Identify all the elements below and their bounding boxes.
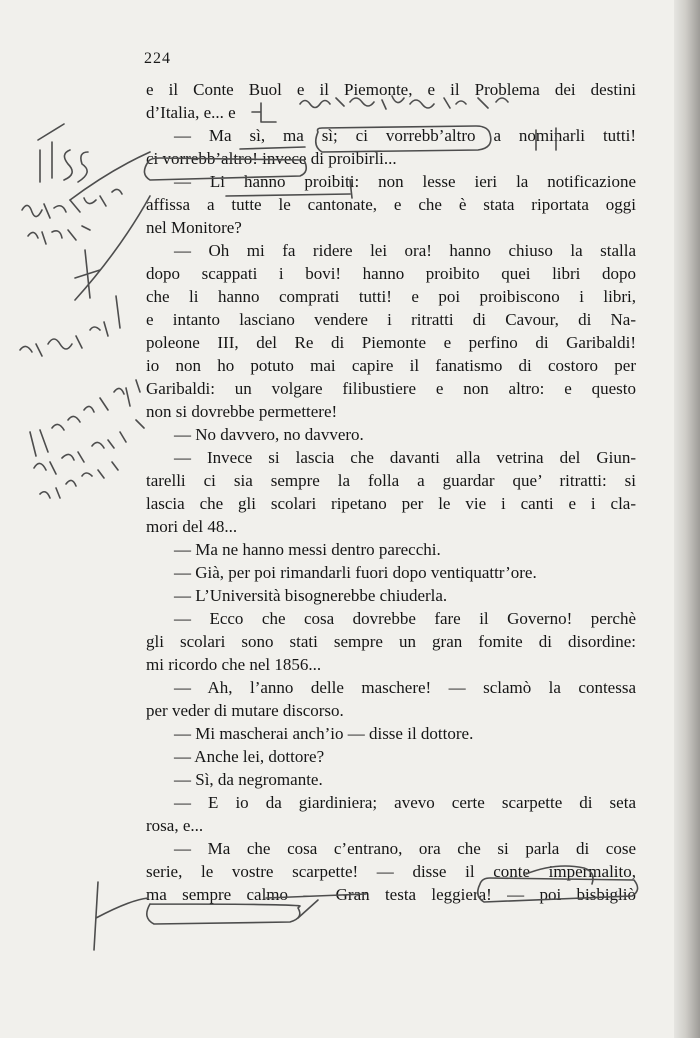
text-line: — Sì, da negromante. (174, 770, 323, 789)
text-line: per veder di mutare discorso. (146, 701, 344, 720)
text-line: — Già, per poi rimandarli fuori dopo ventiquattr’ore. (174, 563, 537, 582)
text-line: — Anche lei, dottore? (174, 747, 325, 766)
text-line: lascia che gli scolari ripetano per le vie i canti e i cla- (146, 494, 636, 513)
text-line: ma sempre calmo — Gran testa leggiera! — poi bisbigliò (146, 885, 636, 904)
page-edge-shadow (674, 0, 700, 1038)
text-line: tarelli ci sia sempre la folla a guardar que’ ritratti: si (146, 471, 636, 490)
text-line: e intanto lasciano vendere i ritratti di Cavour, di Na- (146, 310, 636, 329)
page-number: 224 (144, 50, 171, 67)
margin-note-3 (30, 380, 144, 498)
leader-line-1 (70, 152, 150, 200)
text-line: — Ma che cosa c’entrano, ora che si parla di cose (174, 839, 636, 858)
text-line: non si dovrebbe permettere! (146, 402, 338, 421)
text-line: — Ecco che cosa dovrebbe fare il Governo! perchè (174, 609, 636, 628)
text-line: serie, le vostre scarpette! — disse il conte impermalito, (146, 862, 636, 881)
bottom-margin-mark (94, 882, 148, 950)
text-line: affissa a tutte le cantonate, e che è stata riportata oggi (146, 195, 636, 214)
text-line: — Ma ne hanno messi dentro parecchi. (174, 540, 441, 559)
text-line: mi ricordo che nel 1856... (146, 655, 322, 674)
margin-note-2 (20, 296, 120, 356)
text-line: d’Italia, e... e (146, 103, 236, 122)
text-line: — E io da giardiniera; avevo certe scarpette di seta (174, 793, 636, 812)
text-line: gli scolari sono stati sempre un gran fomite di disordine: (146, 632, 636, 651)
cross-mark (75, 250, 100, 298)
text-line: dopo scappati i bovi! hanno proibito quei libri dopo (146, 264, 636, 283)
text-line: — Oh mi fa ridere lei ora! hanno chiuso la stalla (174, 241, 636, 260)
text-line: mori del 48... (146, 517, 238, 536)
text-line: — Mi mascherai anch’io — disse il dottore. (174, 724, 474, 743)
margin-mark-1 (38, 124, 88, 182)
text-line: — Ma sì, ma sì; ci vorrebb’altro a nominarli tutti! (174, 126, 636, 145)
text-line: che li hanno comprati tutti! e poi proibiscono i libri, (146, 287, 636, 306)
text-line: ci vorrebb’altro! invece di proibirli... (146, 149, 397, 168)
text-line: io non ho potuto mai capire il fanatismo di costoro per (146, 356, 636, 375)
circle-calmo (147, 904, 300, 924)
text-line: Garibaldi: un volgare filibustiere e non altro: e questo (146, 379, 636, 398)
text-line: — No davvero, no davvero. (174, 425, 364, 444)
text-line: — L’Università bisognerebbe chiuderla. (174, 586, 448, 605)
text-line: e il Conte Buol e il Piemonte, e il Problema dei destini (146, 80, 636, 99)
text-line: nel Monitore? (146, 218, 242, 237)
text-line: — Li hanno proibiti: non lesse ieri la notificazione (174, 172, 636, 191)
leader-line-2 (75, 196, 150, 300)
margin-note-1 (22, 189, 122, 244)
text-line: — Invece si lascia che davanti alla vetrina del Giun- (174, 448, 636, 467)
text-line: rosa, e... (146, 816, 204, 835)
text-line: — Ah, l’anno delle maschere! — sclamò la contessa (174, 678, 636, 697)
text-line: poleone III, del Re di Piemonte e perfino di Garibaldi! (146, 333, 636, 352)
